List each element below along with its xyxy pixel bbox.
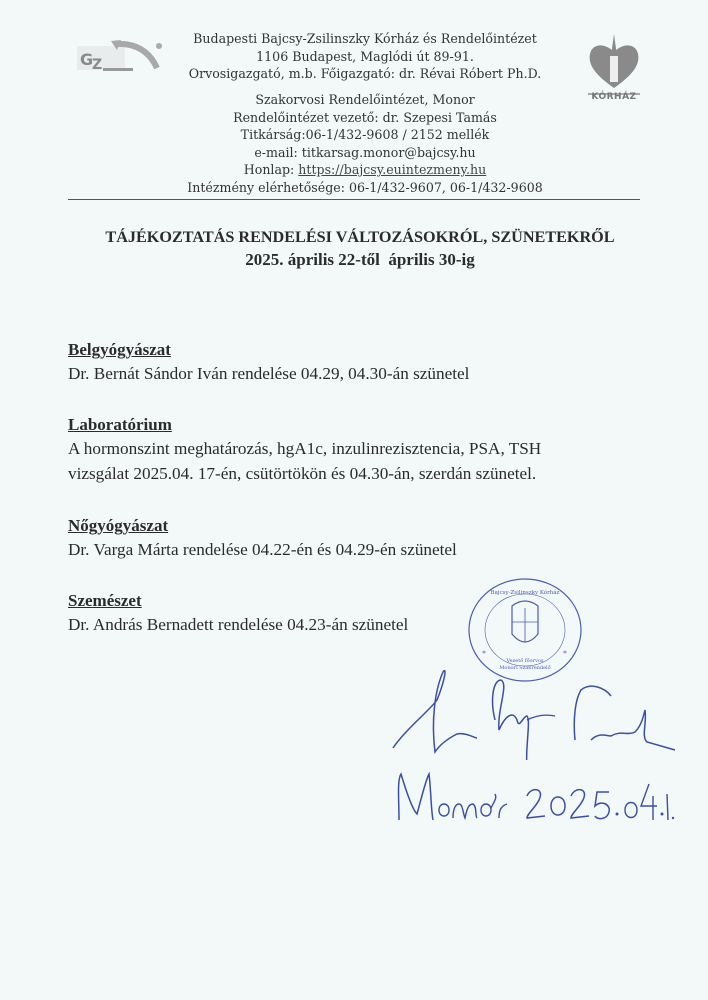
document-title: TÁJÉKOZTATÁS RENDELÉSI VÁLTOZÁSOKRÓL, SZÜNETEKRŐL <box>105 228 615 246</box>
website-label: Honlap: <box>243 162 299 178</box>
institution-header <box>150 30 580 83</box>
header-line: Orvosigazgató, m.b. Főigazgató: dr. Révai Róbert Ph.D. <box>188 66 542 82</box>
website-line <box>150 161 580 179</box>
logo-right-text: KÓRHÁZ <box>591 92 637 102</box>
section-text: vizsgálat 2025.04. 17-én, csütörtökön és 04.30-án, szerdán szünetel. <box>68 464 537 483</box>
date-range: 2025. április 22-től április 30-ig <box>245 250 475 269</box>
section-heading: Laboratórium <box>68 415 172 434</box>
section-text: Dr. András Bernadett rendelése 04.23-án szünetel <box>68 615 409 634</box>
header-line: Titkárság:06-1/432-9608 / 2152 mellék <box>240 127 490 143</box>
website-link[interactable]: https://bajcsy.euintezmeny.hu <box>298 162 487 178</box>
header-line: Szakorvosi Rendelőintézet, Monor <box>255 92 475 107</box>
svg-text:Z: Z <box>92 57 103 73</box>
svg-text:Monori Szakrendelő: Monori Szakrendelő <box>499 665 551 671</box>
signature <box>385 660 685 760</box>
svg-text:G: G <box>80 50 94 69</box>
contact-line: Intézmény elérhetősége: 06-1/432-9607, 06-1/432-9608 <box>187 179 543 195</box>
header-divider <box>68 199 640 200</box>
section-text: Dr. Bernát Sándor Iván rendelése 04.29, 04.30-án szünetel <box>68 364 470 383</box>
clinic-header <box>150 91 580 197</box>
svg-text:*: * <box>482 649 486 658</box>
header-line: 1106 Budapest, Maglódi út 89-91. <box>256 48 474 64</box>
header-line: e-mail: titkarsag.monor@bajcsy.hu <box>254 144 476 160</box>
handwritten-place-date <box>395 770 675 826</box>
header-line: Rendelőintézet vezető: dr. Szepesi Tamás <box>233 109 497 125</box>
section-heading: Belgyógyászat <box>68 340 171 359</box>
section-heading: Szemészet <box>68 591 142 610</box>
svg-text:Vezető főorvos: Vezető főorvos <box>506 658 544 664</box>
section-text: A hormonszint meghatározás, hgA1c, inzulinrezisztencia, PSA, TSH <box>68 439 542 458</box>
svg-text:*: * <box>563 649 567 658</box>
section-text: Dr. Varga Márta rendelése 04.22-én és 04.29-én szünetel <box>68 540 457 559</box>
svg-text:Bajcsy-Zsilinszky Kórház: Bajcsy-Zsilinszky Kórház <box>490 590 560 596</box>
header-line: Budapesti Bajcsy-Zsilinszky Kórház és Rendelőintézet <box>193 31 537 46</box>
section-heading: Nőgyógyászat <box>68 516 169 535</box>
